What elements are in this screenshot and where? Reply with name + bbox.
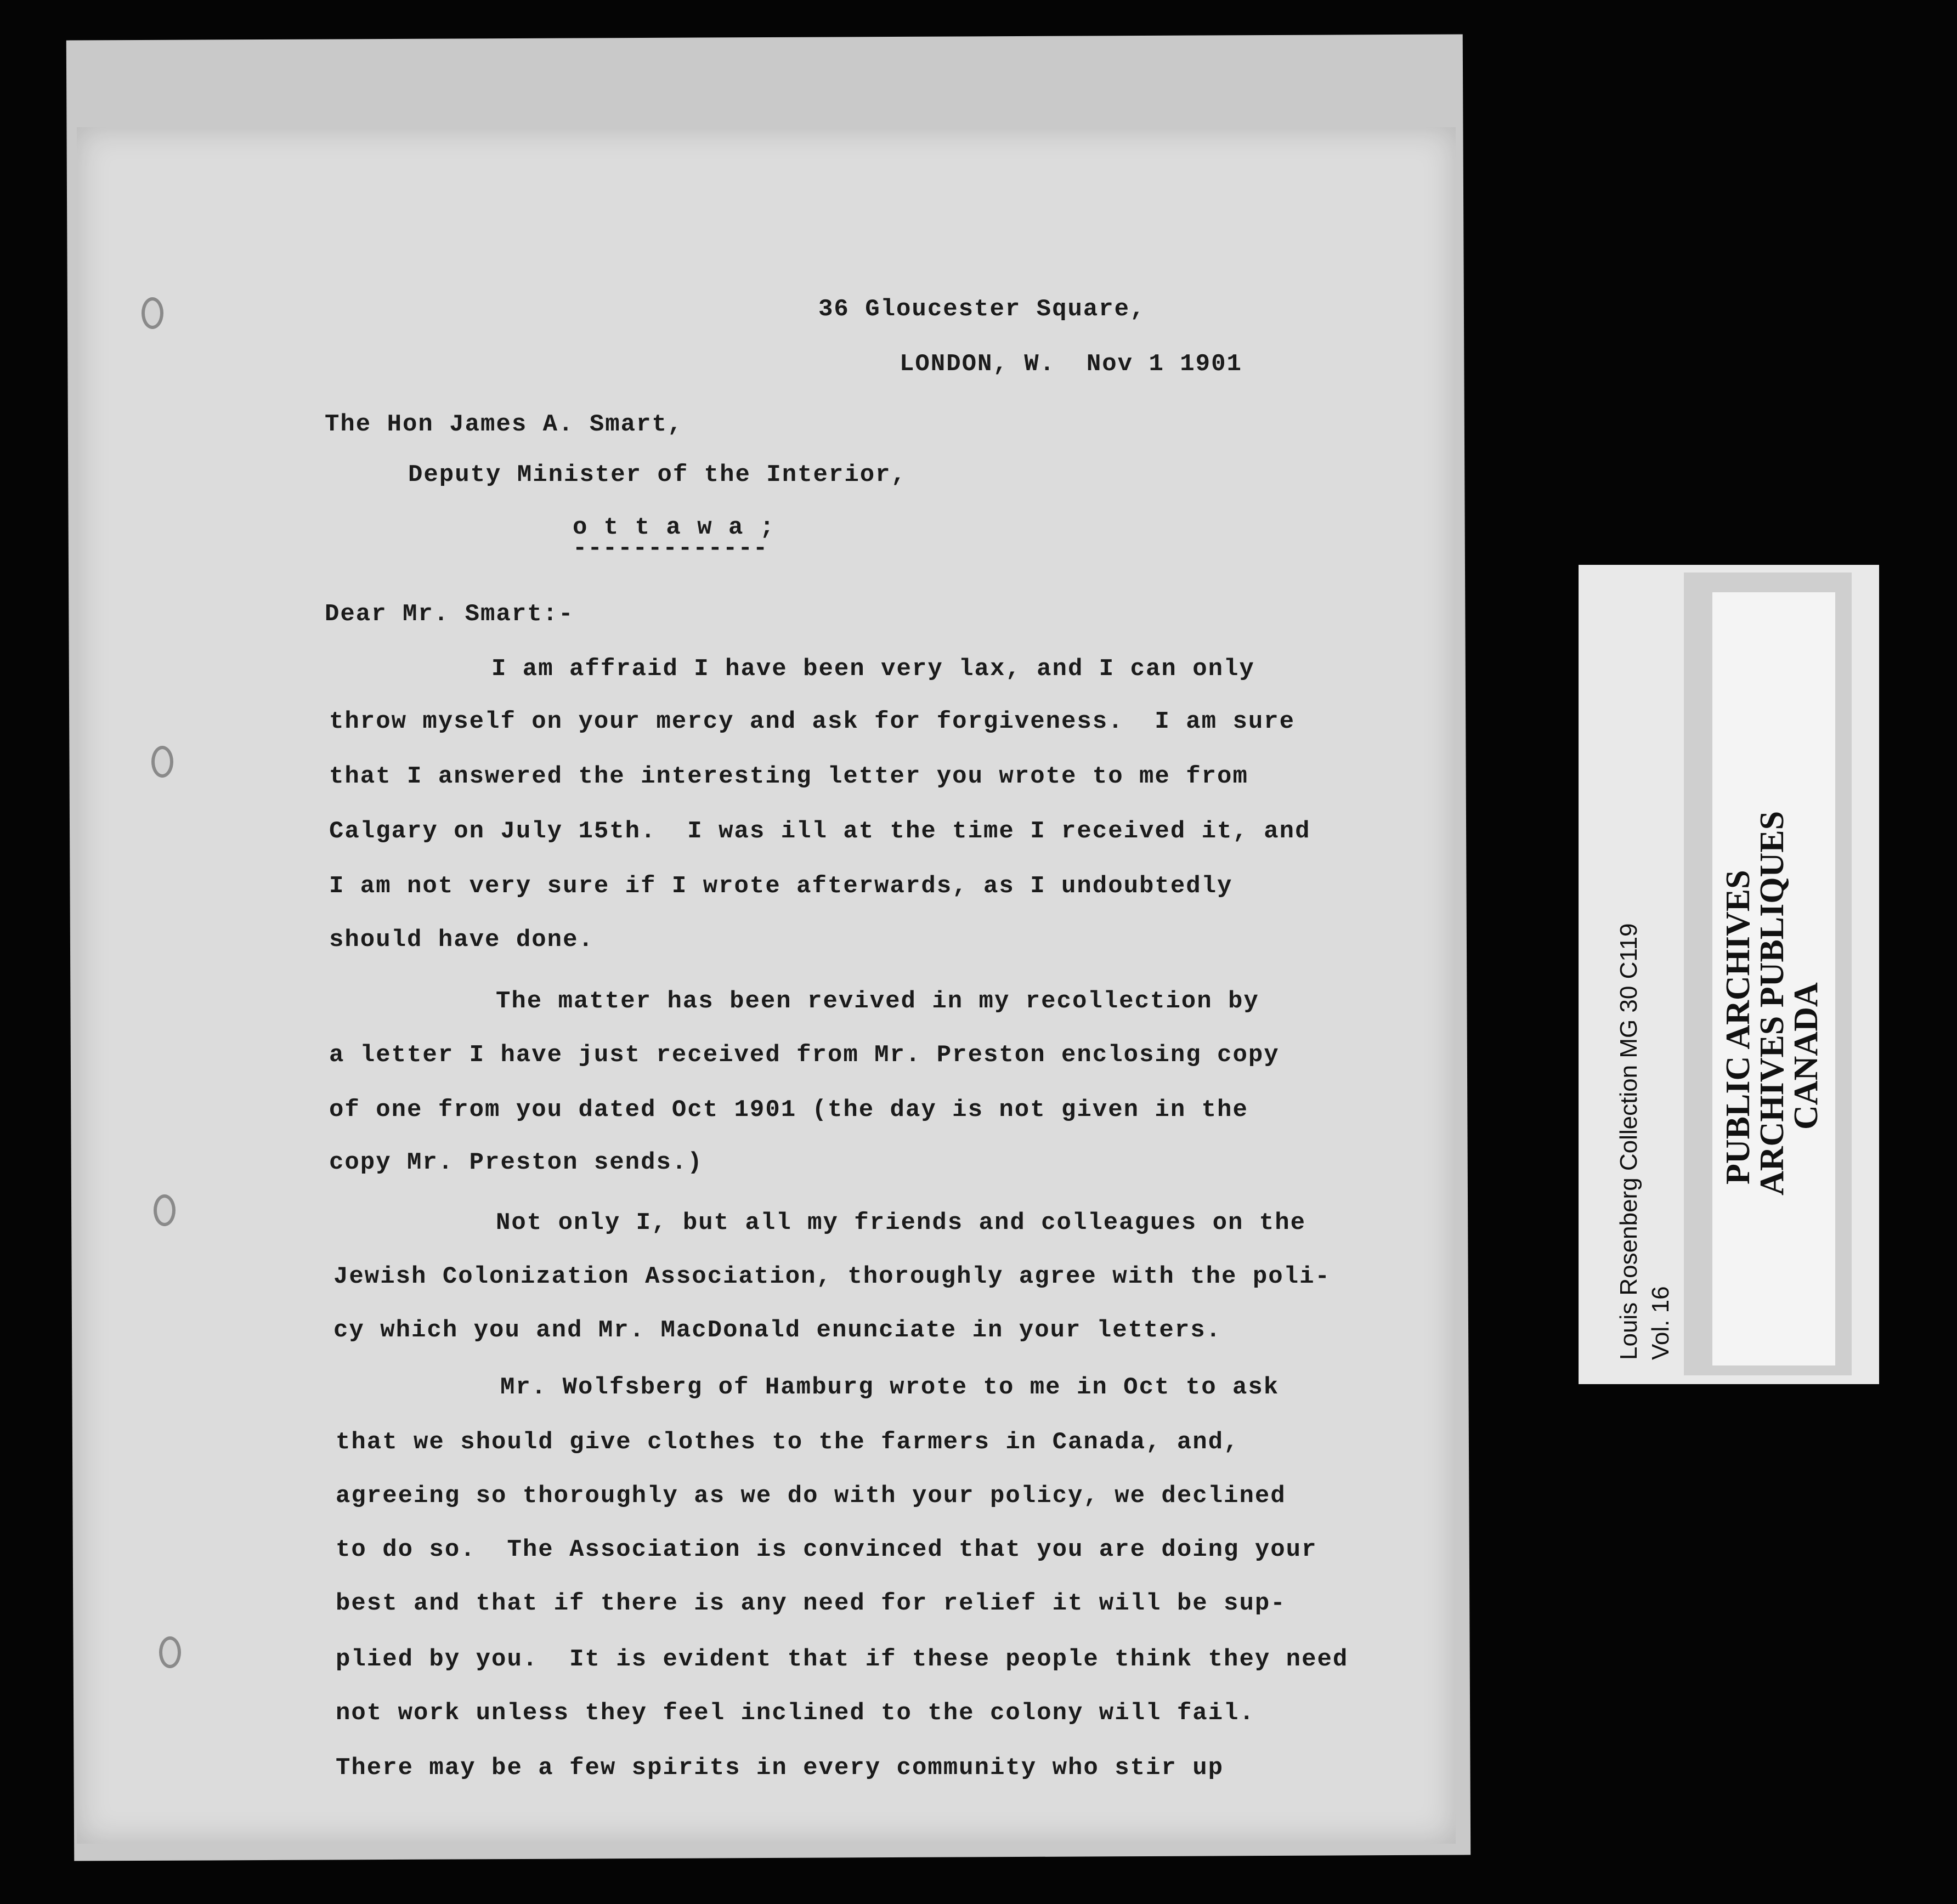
body-line: of one from you dated Oct 1901 (the day is not given in the	[329, 1096, 1248, 1124]
body-line: The matter has been revived in my recollection by	[496, 988, 1259, 1015]
sender-city-date: LONDON, W. Nov 1 1901	[900, 350, 1242, 378]
body-line: There may be a few spirits in every community who stir up	[336, 1754, 1224, 1782]
body-line: agreeing so thoroughly as we do with your policy, we declined	[336, 1482, 1286, 1510]
body-line: Calgary on July 15th. I was ill at the time I received it, and	[329, 818, 1311, 845]
sender-address: 36 Gloucester Square,	[818, 296, 1146, 323]
body-line: copy Mr. Preston sends.)	[329, 1149, 703, 1176]
recipient-city: o t t a w a ;	[573, 514, 776, 541]
recipient-underline: -------------	[573, 535, 768, 562]
archives-country: CANADA	[1788, 982, 1825, 1130]
punch-hole	[154, 1194, 176, 1226]
body-line: throw myself on your mercy and ask for forgiveness. I am sure	[329, 708, 1296, 735]
recipient-title: Deputy Minister of the Interior,	[408, 461, 907, 489]
recipient-name: The Hon James A. Smart,	[325, 411, 683, 438]
label-strip	[1684, 573, 1852, 1375]
punch-hole	[151, 746, 173, 778]
label-stripe	[1712, 592, 1835, 1365]
body-line: not work unless they feel inclined to the colony will fail.	[336, 1699, 1255, 1727]
body-line: cy which you and Mr. MacDonald enunciate in your letters.	[333, 1317, 1222, 1344]
body-line: a letter I have just received from Mr. Preston enclosing copy	[329, 1041, 1280, 1069]
body-line: Mr. Wolfsberg of Hamburg wrote to me in Oct to ask	[500, 1374, 1280, 1401]
punch-hole	[159, 1636, 181, 1668]
salutation: Dear Mr. Smart:-	[325, 600, 574, 628]
body-line: that I answered the interesting letter you wrote to me from	[329, 763, 1248, 790]
volume-reference: Vol. 16	[1647, 1286, 1674, 1360]
body-line: Not only I, but all my friends and colleagues on the	[496, 1209, 1306, 1237]
archives-english: PUBLIC ARCHIVES	[1720, 870, 1757, 1185]
collection-reference: Louis Rosenberg Collection MG 30 C119	[1615, 923, 1642, 1360]
body-line: I am not very sure if I wrote afterwards, as I undoubtedly	[329, 872, 1233, 900]
body-line: plied by you. It is evident that if these people think they need	[336, 1646, 1349, 1673]
archives-french: ARCHIVES PUBLIQUES	[1754, 811, 1791, 1195]
letter-page	[77, 127, 1456, 1844]
archive-label	[1579, 565, 1879, 1384]
body-line: should have done.	[329, 926, 594, 954]
body-line: best and that if there is any need for relief it will be sup-	[336, 1590, 1286, 1617]
body-line: Jewish Colonization Association, thoroughly agree with the poli-	[333, 1263, 1331, 1290]
body-line: to do so. The Association is convinced that you are doing your	[336, 1536, 1317, 1563]
punch-hole	[142, 297, 163, 329]
body-line: that we should give clothes to the farmers in Canada, and,	[336, 1429, 1240, 1456]
body-line: I am affraid I have been very lax, and I can only	[491, 655, 1255, 683]
